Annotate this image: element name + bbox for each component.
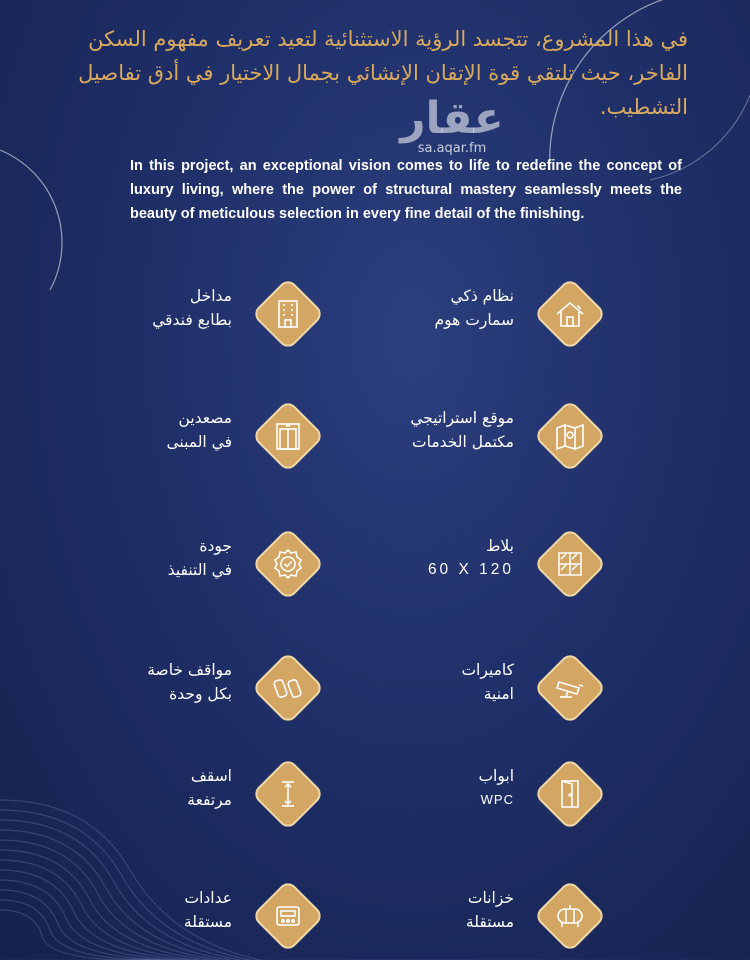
map-location-icon xyxy=(551,417,589,455)
feature-separate-meters xyxy=(88,876,328,956)
feature-subtitle: سمارت هوم xyxy=(434,311,514,329)
feature-private-parking xyxy=(88,648,328,728)
feature-label xyxy=(72,284,232,332)
feature-title: جودة xyxy=(199,537,232,555)
feature-subtitle: في المبنى xyxy=(166,433,232,451)
meter-icon xyxy=(269,897,307,935)
feature-title: بلاط xyxy=(486,537,514,555)
feature-badge xyxy=(530,754,610,834)
feature-badge xyxy=(248,274,328,354)
feature-label xyxy=(354,284,514,332)
feature-title: مصعدين xyxy=(178,409,232,427)
feature-badge xyxy=(248,876,328,956)
aqar-watermark xyxy=(392,93,512,156)
feature-elevators xyxy=(88,396,328,476)
feature-security-cameras xyxy=(370,648,610,728)
feature-label xyxy=(72,886,232,934)
feature-badge xyxy=(530,524,610,604)
feature-label xyxy=(354,406,514,454)
feature-subtitle: بكل وحدة xyxy=(169,685,232,703)
feature-title: خزانات xyxy=(467,889,514,907)
english-intro-paragraph: In this project, an exceptional vision comes to life to redefine the concept of luxury living, where the power of structural mastery seamlessly meets the beauty of meticulous selection in every fine detail of the finishing. xyxy=(130,158,682,222)
feature-tiles xyxy=(370,524,610,604)
feature-label xyxy=(354,764,514,812)
feature-title: كاميرات xyxy=(461,661,514,679)
parking-cars-icon xyxy=(269,669,307,707)
feature-subtitle: مكتمل الخدمات xyxy=(412,433,514,451)
watermark-url: sa.aqar.fm xyxy=(417,141,487,156)
feature-label xyxy=(354,658,514,706)
feature-badge xyxy=(530,876,610,956)
feature-title: موقع استراتيجي xyxy=(410,409,514,427)
feature-badge xyxy=(530,274,610,354)
feature-subtitle: مستقلة xyxy=(183,913,232,931)
feature-title: مواقف خاصة xyxy=(147,661,232,679)
security-camera-icon xyxy=(551,669,589,707)
feature-badge xyxy=(248,524,328,604)
feature-label xyxy=(72,534,232,582)
feature-badge xyxy=(530,396,610,476)
feature-subtitle: 60 X 120 xyxy=(427,561,514,578)
feature-high-ceilings xyxy=(88,754,328,834)
feature-label xyxy=(72,658,232,706)
feature-subtitle: مرتفعة xyxy=(187,791,232,809)
feature-wpc-doors xyxy=(370,754,610,834)
feature-quality xyxy=(88,524,328,604)
feature-separate-tanks xyxy=(370,876,610,956)
feature-label xyxy=(354,886,514,934)
feature-strategic-location xyxy=(370,396,610,476)
arabic-intro-paragraph: في هذا المشروع، تتجسد الرؤية الاستثنائية لتعيد تعريف مفهوم السكن الفاخر، حيث تلتقي قوة الإتقان الإنشائي بجمال الاختيار في أدق تفاصيل التشطيب. xyxy=(78,27,688,119)
feature-subtitle: في التنفيذ xyxy=(167,561,232,579)
feature-label xyxy=(354,534,514,582)
door-icon xyxy=(551,775,589,813)
feature-title: ابواب xyxy=(478,767,514,785)
feature-hotel-entrances xyxy=(88,274,328,354)
feature-subtitle: WPC xyxy=(480,792,514,807)
hotel-building-icon xyxy=(269,295,307,333)
ceiling-height-icon xyxy=(269,775,307,813)
tiles-icon xyxy=(551,545,589,583)
feature-badge xyxy=(248,396,328,476)
feature-subtitle: بطابع فندقي xyxy=(152,311,232,329)
feature-title: مداخل xyxy=(189,287,232,305)
feature-subtitle: امنية xyxy=(483,685,514,703)
feature-title: عدادات xyxy=(184,889,232,907)
quality-seal-icon xyxy=(269,545,307,583)
feature-subtitle: مستقلة xyxy=(465,913,514,931)
feature-label xyxy=(72,764,232,812)
feature-badge xyxy=(248,648,328,728)
feature-label xyxy=(72,406,232,454)
feature-badge xyxy=(248,754,328,834)
feature-title: نظام ذكي xyxy=(450,287,514,305)
watermark-logo: عقار xyxy=(400,93,504,144)
water-tank-icon xyxy=(551,897,589,935)
feature-title: اسقف xyxy=(190,767,232,785)
elevator-icon xyxy=(269,417,307,455)
feature-badge xyxy=(530,648,610,728)
smart-home-icon xyxy=(551,295,589,333)
feature-smart-home xyxy=(370,274,610,354)
